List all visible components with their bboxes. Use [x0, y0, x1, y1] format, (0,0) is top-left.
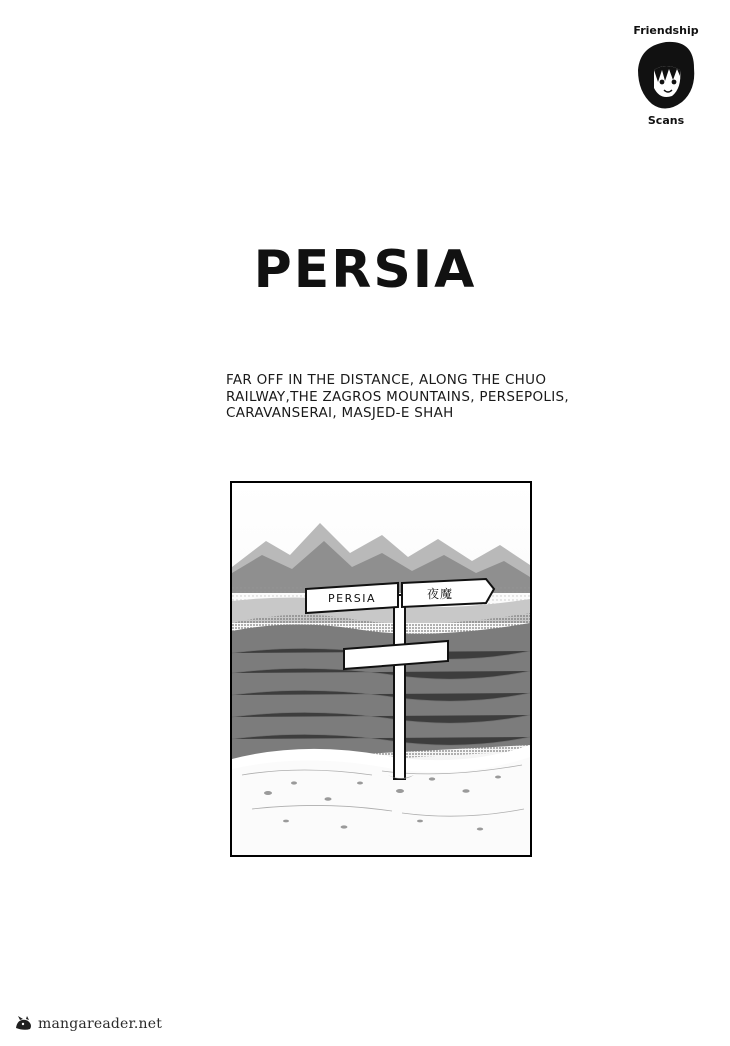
page-title: PERSIA	[253, 240, 477, 300]
logo-top-text: Friendship	[633, 24, 699, 37]
watermark-text: mangareader.net	[38, 1016, 163, 1032]
caption-line-1: FAR OFF IN THE DISTANCE, ALONG THE CHUO	[226, 372, 547, 388]
signpost-right-label: 夜魔	[426, 587, 454, 601]
signpost-left-label: PERSIA	[328, 592, 376, 605]
watermark	[14, 1014, 162, 1034]
friendship-scans-logo	[624, 18, 708, 130]
illustration-panel	[230, 481, 532, 857]
signpost-post	[394, 595, 405, 779]
caption-line-2: RAILWAY,THE ZAGROS MOUNTAINS, PERSEPOLIS,	[226, 388, 569, 405]
caption-block	[226, 372, 586, 422]
logo-bottom-text: Scans	[647, 114, 685, 127]
caption-line-3: CARAVANSERAI, MASJED-E SHAH	[226, 405, 454, 421]
mangareader-logo-icon	[14, 1016, 34, 1032]
